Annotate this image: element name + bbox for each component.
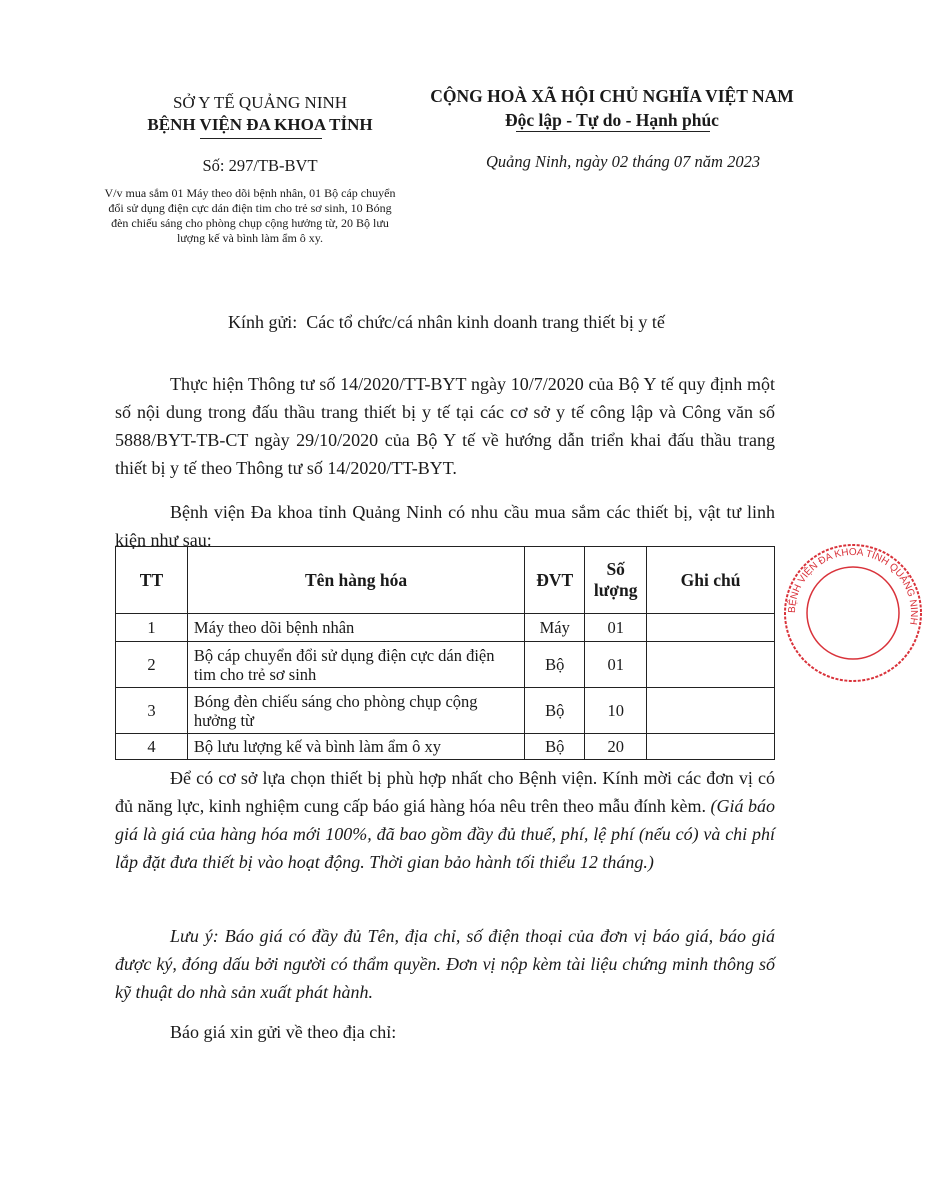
cell-tt: 1: [116, 614, 188, 642]
table-row: [116, 734, 775, 760]
national-motto: Độc lập - Tự do - Hạnh phúc: [505, 110, 719, 130]
stamp-text: BỆNH VIỆN ĐA KHOA TỈNH QUẢNG NINH: [786, 546, 920, 626]
stamp-inner-ring: [807, 567, 899, 659]
header-name: Tên hàng hóa: [187, 547, 524, 614]
recipient-text: Các tổ chức/cá nhân kinh doanh trang thiết bị y tế: [306, 312, 665, 332]
recipient-line: [228, 312, 665, 333]
paragraph-3-italic: (Giá báo giá là giá của hàng hóa mới 100%, đã bao gồm đầy đủ thuế, phí, lệ phí (nếu có) và chi phí lắp đặt đưa thiết bị vào hoạt động. Thời gian bảo hành tối thiểu 12 tháng.): [115, 796, 775, 872]
cell-qty: 10: [585, 688, 647, 734]
cell-note: [647, 642, 775, 688]
paragraph-5: Báo giá xin gửi về theo địa chỉ:: [170, 1022, 397, 1042]
cell-name: Máy theo dõi bệnh nhân: [187, 614, 524, 642]
table-row: [116, 642, 775, 688]
cell-tt: 2: [116, 642, 188, 688]
document-number: Số: 297/TB-BVT: [202, 156, 318, 175]
paragraph-address: [115, 1018, 775, 1046]
national-title: CỘNG HOÀ XÃ HỘI CHỦ NGHĨA VIỆT NAM: [430, 86, 794, 106]
motto-underline: [516, 131, 710, 132]
table-header-row: [116, 547, 775, 614]
stamp-outer-ring: [785, 545, 921, 681]
cell-qty: 01: [585, 614, 647, 642]
header-note: Ghi chú: [647, 547, 775, 614]
cell-note: [647, 614, 775, 642]
table-row: [116, 688, 775, 734]
org-name: BỆNH VIỆN ĐA KHOA TỈNH: [147, 115, 373, 134]
goods-table: [115, 546, 775, 760]
paragraph-3: [115, 764, 775, 876]
organization-header: [120, 92, 400, 136]
cell-note: [647, 734, 775, 760]
cell-name: Bộ lưu lượng kế và bình làm ẩm ô xy: [187, 734, 524, 760]
cell-unit: Bộ: [525, 734, 585, 760]
recipient-label: Kính gửi:: [228, 312, 298, 332]
cell-note: [647, 688, 775, 734]
paragraph-legal-basis: [115, 370, 775, 482]
cell-qty: 20: [585, 734, 647, 760]
org-underline: [200, 138, 322, 139]
paragraph-4: Lưu ý: Báo giá có đầy đủ Tên, địa chỉ, số điện thoại của đơn vị báo giá, báo giá được ký, đóng dấu bởi người có thẩm quyền. Đơn vị nộp kèm tài liệu chứng minh thông số kỹ thuật do nhà sản xuất phát hành.: [115, 926, 775, 1002]
header-tt: TT: [116, 547, 188, 614]
cell-name: Bóng đèn chiếu sáng cho phòng chụp cộng hưởng từ: [187, 688, 524, 734]
document-subject: V/v mua sắm 01 Máy theo dõi bệnh nhân, 01 Bộ cáp chuyển đổi sử dụng điện cực dán điện tim cho trẻ sơ sinh, 10 Bóng đèn chiếu sáng cho phòng chụp cộng hưởng từ, 20 Bộ lưu lượng kế và bình làm ẩm ô xy.: [104, 186, 396, 245]
header-qty: Số lượng: [585, 547, 647, 614]
table-row: [116, 614, 775, 642]
cell-unit: Bộ: [525, 688, 585, 734]
cell-tt: 3: [116, 688, 188, 734]
header-unit: ĐVT: [525, 547, 585, 614]
paragraph-1: Thực hiện Thông tư số 14/2020/TT-BYT ngày 10/7/2020 của Bộ Y tế quy định một số nội dung trong đấu thầu trang thiết bị y tế tại các cơ sở y tế công lập và Công văn số 5888/BYT-TB-CT ngày 29/10/2020 của Bộ Y tế về hướng dẫn triển khai đấu thầu trang thiết bị y tế theo Thông tư số 14/2020/TT-BYT.: [115, 374, 775, 478]
cell-tt: 4: [116, 734, 188, 760]
national-header: [402, 84, 822, 132]
paragraph-note: [115, 922, 775, 1006]
org-parent-name: SỞ Y TẾ QUẢNG NINH: [172, 93, 348, 112]
cell-qty: 01: [585, 642, 647, 688]
cell-unit: Máy: [525, 614, 585, 642]
paragraph-2: Bệnh viện Đa khoa tỉnh Quảng Ninh có nhu cầu mua sắm các thiết bị, vật tư linh kiện như sau:: [115, 502, 775, 550]
paragraph-invitation: [115, 764, 775, 876]
document-date: Quảng Ninh, ngày 02 tháng 07 năm 2023: [486, 152, 761, 171]
official-stamp: [778, 538, 928, 688]
paragraph-3-text: Để có cơ sở lựa chọn thiết bị phù hợp nhất cho Bệnh viện. Kính mời các đơn vị có đủ năng lực, kinh nghiệm cung cấp báo giá hàng hóa nêu trên theo mẫu đính kèm.: [115, 768, 775, 816]
cell-name: Bộ cáp chuyển đổi sử dụng điện cực dán điện tim cho trẻ sơ sinh: [187, 642, 524, 688]
cell-unit: Bộ: [525, 642, 585, 688]
